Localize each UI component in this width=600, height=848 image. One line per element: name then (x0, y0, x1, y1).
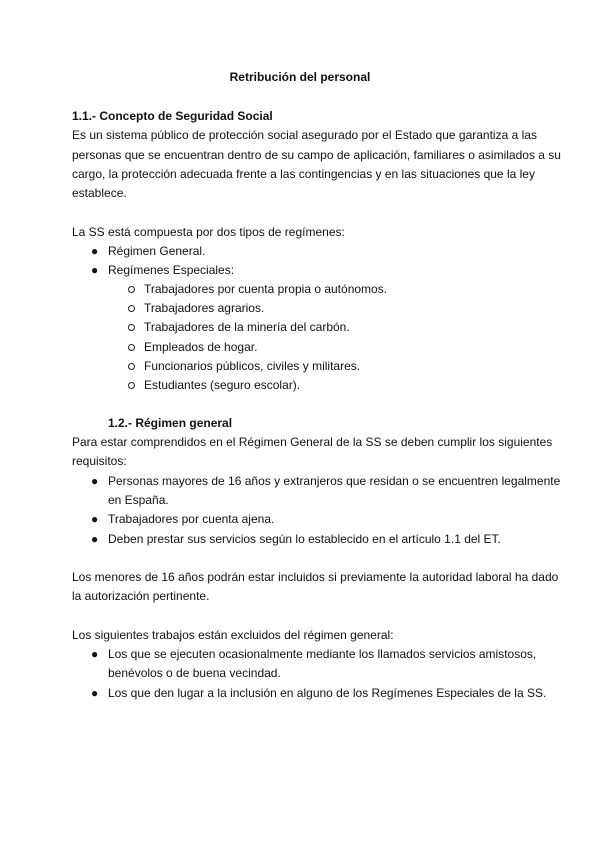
bullet-icon: ● (91, 686, 99, 700)
bullet-icon: ● (91, 474, 99, 488)
paragraph-line: establece. (72, 186, 127, 200)
bullet-icon: ● (91, 647, 99, 661)
paragraph-line: la autorización pertinente. (72, 589, 210, 603)
list-item: en España. (108, 493, 169, 507)
list-item: Los que se ejecuten ocasionalmente mediante los llamados servicios amistosos, (108, 647, 537, 661)
paragraph-line: cargo, la protección adecuada frente a las contingencias y en las situaciones que la ley (72, 167, 535, 181)
list-item: Personas mayores de 16 años y extranjeros que residan o se encuentren legalmente (108, 474, 561, 488)
paragraph-line: requisitos: (72, 454, 127, 468)
document-title: Retribución del personal (229, 70, 371, 84)
bullet-icon: ● (91, 263, 99, 277)
list-item: Deben prestar sus servicios según lo establecido en el artículo 1.1 del ET. (108, 532, 501, 546)
paragraph-line: Es un sistema público de protección social asegurado por el Estado que garantiza a las (72, 128, 537, 142)
circle-bullet-icon (128, 363, 135, 370)
list-item: Trabajadores por cuenta ajena. (108, 512, 275, 526)
list-item: Régimen General. (108, 244, 206, 258)
circle-bullet-icon (128, 324, 135, 331)
bullet-icon: ● (91, 512, 99, 526)
bullet-icon: ● (91, 532, 99, 546)
list-item: Regímenes Especiales: (108, 263, 235, 277)
sub-list-item: Trabajadores agrarios. (144, 301, 265, 315)
sub-list-item: Empleados de hogar. (144, 340, 258, 354)
circle-bullet-icon (128, 305, 135, 312)
paragraph-line: Los menores de 16 años podrán estar incluidos si previamente la autoridad laboral ha dado (72, 570, 559, 584)
sub-list-item: Trabajadores de la minería del carbón. (144, 320, 350, 334)
excluded-intro: Los siguientes trabajos están excluidos del régimen general: (72, 628, 394, 642)
regimes-intro: La SS está compuesta por dos tipos de regímenes: (72, 225, 345, 239)
bullet-icon: ● (91, 244, 99, 258)
sub-list-item: Estudiantes (seguro escolar). (144, 378, 301, 392)
section-heading-1-1: 1.1.- Concepto de Seguridad Social (72, 109, 273, 123)
paragraph-line: personas que se encuentran dentro de su campo de aplicación, familiares o asimilados a su (72, 148, 561, 162)
section-heading-1-2: 1.2.- Régimen general (108, 416, 233, 430)
circle-bullet-icon (128, 344, 135, 351)
sub-list-item: Trabajadores por cuenta propia o autónomos. (144, 282, 388, 296)
sub-list-item: Funcionarios públicos, civiles y militares. (144, 359, 361, 373)
circle-bullet-icon (128, 286, 135, 293)
list-item: Los que den lugar a la inclusión en alguno de los Regímenes Especiales de la SS. (108, 686, 547, 700)
list-item: benévolos o de buena vecindad. (108, 666, 281, 680)
paragraph-line: Para estar comprendidos en el Régimen General de la SS se deben cumplir los siguientes (72, 435, 553, 449)
circle-bullet-icon (128, 382, 135, 389)
